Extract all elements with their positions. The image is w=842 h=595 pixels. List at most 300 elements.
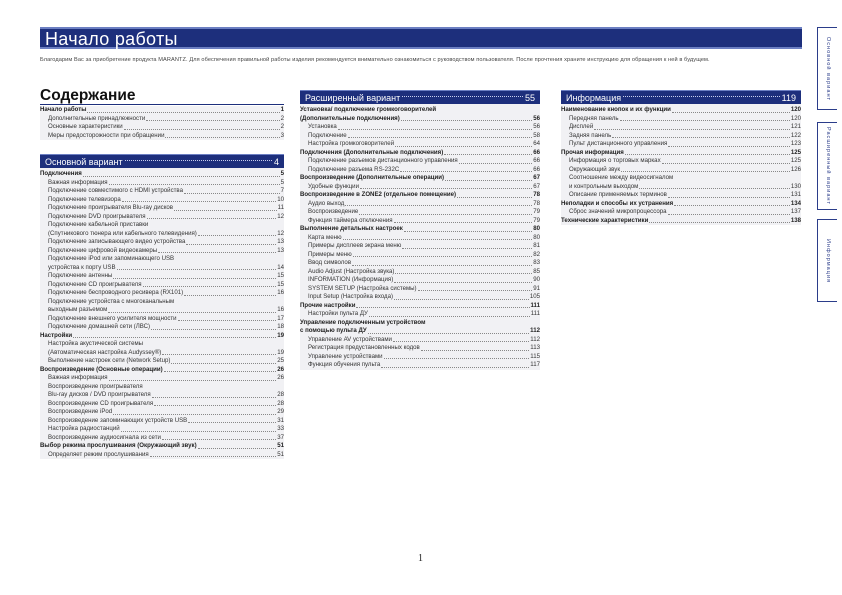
toc-entry-label: Меры предосторожности при обращении [48,131,165,139]
toc-entry-label: Подключение записывающего видео устройства [48,238,186,245]
toc-entry[interactable] [40,196,284,205]
toc-entry-label: Карта меню [308,233,342,241]
toc-entry[interactable] [40,451,284,460]
side-tab-basic-label: Основной вариант [824,36,831,101]
toc-entry[interactable] [300,208,540,217]
toc-entry-label: Подключение беспроводного ресивера (RX101) [48,289,184,296]
toc-column-basic [40,106,284,459]
toc-entry[interactable] [300,106,540,115]
toc-entry[interactable] [300,353,540,362]
toc-entry[interactable] [40,442,284,451]
leader-dots [121,431,277,432]
toc-entry[interactable] [40,383,284,392]
leader-dots [174,210,277,211]
toc-entry[interactable] [300,234,540,243]
toc-entry-page: 130 [790,182,801,190]
toc-entry[interactable] [561,217,801,226]
toc-entry[interactable] [561,123,801,132]
toc-entry-page: 3 [280,131,284,139]
toc-entry[interactable] [300,336,540,345]
leader-dots [668,197,790,198]
toc-entry-page: 67 [533,182,540,190]
toc-entry-label: Функция обучения пульта [308,361,381,368]
leader-dots [162,439,276,440]
toc-entry-label: Подключения (Дополнительные подключения) [300,148,444,156]
toc-entry-label: Воспроизведение запоминающих устройств USB [48,416,188,424]
toc-entry[interactable] [40,272,284,281]
toc-entry-page: 111 [530,310,540,317]
toc-entry-page: 80 [533,233,540,241]
toc-entry-label: Прочая информация [561,148,624,156]
toc-entry[interactable] [561,140,801,149]
leader-dots [401,120,532,121]
toc-entry-page: 91 [533,284,540,292]
toc-entry-page: 81 [533,242,540,249]
toc-entry-label: Выполнение детальных настроек [300,225,403,232]
toc-entry-page: 66 [533,148,540,156]
toc-entry-page: 125 [790,157,801,164]
toc-entry-label: Неполадки и способы их устранения [561,199,674,207]
toc-entry-label: Настройка акустической системы [48,340,144,347]
toc-entry-label: INFORMATION (Информация) [308,276,394,283]
toc-entry-page: 13 [277,246,284,254]
toc-entry-label: Описание применяемых терминов [569,191,667,198]
toc-entry[interactable] [300,157,540,166]
toc-entry-label: Подключение совместимого с HDMI устройства [48,187,183,194]
toc-entry-page: 28 [277,399,284,407]
toc-entry-page: 123 [790,140,801,147]
leader-dots [369,316,530,317]
toc-entry-page: 12 [277,212,284,220]
leader-dots [400,171,532,172]
leader-dots [620,120,790,121]
toc-entry-label: Пульт дистанционного управления [569,140,668,147]
advanced-section-header[interactable] [300,90,540,104]
toc-entry-page: 33 [277,425,284,432]
toc-entry[interactable] [40,315,284,324]
toc-entry-label: SYSTEM SETUP (Настройка системы) [308,284,417,292]
toc-entry-label: Подключение [308,131,347,139]
toc-entry[interactable] [40,349,284,358]
toc-entry[interactable] [561,106,801,115]
leader-dots [87,112,279,113]
leader-dots [623,96,780,97]
toc-entry[interactable] [300,319,540,328]
leader-dots [186,244,276,245]
leader-dots [418,290,533,291]
toc-entry[interactable] [300,225,540,234]
advanced-header-page: 55 [524,92,535,103]
toc-entry-page: 105 [529,293,540,300]
toc-entry-label: Установка [308,123,337,130]
toc-entry-label: Управление AV устройствами [308,335,392,343]
leader-dots [394,299,529,300]
side-tab-basic[interactable] [817,27,837,110]
toc-entry-label: Воспроизведение (Дополнительные операции) [300,174,444,181]
toc-entry-label: Настройки [40,331,73,339]
toc-entry[interactable] [40,106,284,115]
leader-dots [359,214,532,215]
toc-column-info [561,90,801,225]
leader-dots [345,205,532,206]
leader-dots [672,112,790,113]
toc-entry[interactable] [40,408,284,417]
toc-entry[interactable] [300,268,540,277]
advanced-header-label: Расширенный вариант [305,92,401,103]
toc-entry-page: 2 [280,123,284,130]
toc-entry[interactable] [300,251,540,260]
toc-entry-page: 56 [533,123,540,130]
toc-entry-label: Сброс значений микропроцессора [569,208,667,215]
leader-dots [147,218,277,219]
toc-entry-label: Определяет режим прослушивания [48,450,149,458]
toc-entry-page: 19 [277,348,284,356]
leader-dots [402,96,523,97]
toc-entry-page: 131 [790,191,801,198]
toc-entry[interactable] [40,187,284,196]
toc-entry-label: Подключение DVD проигрывателя [48,212,146,220]
leader-dots [122,201,276,202]
toc-entry[interactable] [300,123,540,132]
toc-entry[interactable] [40,425,284,434]
toc-entry-label: (Дополнительные подключения) [300,114,400,122]
toc-entry[interactable] [300,344,540,353]
side-tab-advanced[interactable] [817,122,837,210]
leader-dots [143,286,277,287]
toc-entry-label: Удобные функции [308,182,359,190]
toc-entry[interactable] [561,183,801,192]
toc-entry[interactable] [40,204,284,213]
toc-entry[interactable] [561,191,801,200]
toc-entry-page: 2 [280,114,284,122]
leader-dots [649,222,789,223]
toc-entry-page: 90 [533,276,540,283]
toc-entry-label: Прочие настройки [300,301,356,309]
toc-entry-label: Передняя панель [569,114,619,122]
leader-dots [674,205,790,206]
toc-entry-page: 12 [277,229,284,237]
toc-entry-label: Управление устройствами [308,352,383,360]
toc-entry[interactable] [40,434,284,443]
toc-entry-page: 85 [533,267,540,275]
leader-dots [402,248,532,249]
basic-section-header[interactable] [40,154,284,168]
toc-entry-label: Ввод символов [308,259,352,266]
toc-entry-page: 134 [790,199,801,207]
toc-entry-page: 78 [533,199,540,207]
leader-dots [394,282,532,283]
toc-entry[interactable] [40,374,284,383]
leader-dots [395,146,532,147]
toc-entry-page: 111 [530,301,540,309]
toc-entry-page: 112 [530,327,540,334]
toc-entry-page: 121 [790,123,801,130]
toc-entry[interactable] [40,417,284,426]
toc-column-advanced [300,90,540,370]
toc-entry[interactable] [40,298,284,307]
toc-entry-page: 66 [533,165,540,173]
toc-entry[interactable] [40,170,284,179]
toc-entry[interactable] [40,306,284,315]
leader-dots [457,197,532,198]
toc-entry[interactable] [40,179,284,188]
toc-entry-label: и контрольным выходом [569,182,639,190]
leader-dots [621,171,790,172]
toc-title: Содержание [40,87,136,104]
toc-entry[interactable] [40,400,284,409]
toc-entry-label: Воспроизведение iPod [48,408,113,415]
toc-entry[interactable] [40,221,284,230]
leader-dots [73,337,276,338]
leader-dots [165,137,279,138]
info-header-page: 119 [781,92,796,103]
page-number: 1 [418,553,423,564]
leader-dots [198,448,277,449]
toc-entry-label: Дисплей [569,123,594,130]
toc-entry[interactable] [40,332,284,341]
toc-entry-page: 25 [277,357,284,364]
toc-entry[interactable] [40,340,284,349]
leader-dots [150,456,277,457]
toc-entry[interactable] [40,357,284,366]
toc-entry-page: 58 [533,131,540,139]
page-title-banner [40,27,802,49]
toc-entry[interactable] [300,132,540,141]
leader-dots [108,312,276,313]
toc-entry-page: 51 [277,450,284,458]
toc-entry-page: 66 [533,157,540,164]
toc-entry-label: Input Setup (Настройка входа) [308,293,394,300]
toc-entry-label: Воспроизведение [308,208,359,215]
toc-entry-label: Подключение разъема RS-232C [308,165,400,173]
toc-entry[interactable] [40,289,284,298]
toc-entry-label: Основные характеристики [48,123,123,130]
side-tab-info[interactable] [817,219,837,302]
leader-dots [404,231,532,232]
toc-entry-page: 112 [530,335,540,343]
toc-entry[interactable] [40,281,284,290]
toc-entry-label: Технические характеристики [561,216,649,224]
toc-entry-page: 115 [530,352,540,360]
leader-dots [158,252,276,253]
toc-entry-label: (Спутникового тюнера или кабельного телевидения) [48,229,197,237]
toc-entry-label: Важная информация [48,178,108,186]
side-tab-info-label: Информация [824,238,831,283]
toc-entry-label: Подключение разъемов дистанционного управления [308,157,458,164]
toc-entry[interactable] [561,166,801,175]
leader-dots [151,329,276,330]
toc-entry-label: Настройка радиостанций [48,425,120,432]
leader-dots [368,333,529,334]
toc-entry-page: 29 [277,408,284,415]
toc-entry[interactable] [40,391,284,400]
info-header-label: Информация [566,92,622,103]
toc-entry-page: 7 [280,187,284,194]
toc-entry-page: 15 [277,272,284,279]
basic-header-page: 4 [273,156,279,167]
leader-dots [384,358,530,359]
start-section [40,106,284,140]
toc-entry-label: Подключения [40,170,82,177]
toc-entry-label: Регистрация предустановленных кодов [308,344,420,351]
leader-dots [459,163,533,164]
info-section-header[interactable] [561,90,801,104]
toc-entry[interactable] [40,213,284,222]
leader-dots [178,320,277,321]
leader-dots [113,278,276,279]
toc-entry[interactable] [300,149,540,158]
toc-entry-label: Audio Adjust (Настройка звука) [308,267,395,275]
info-section-list [561,104,801,225]
toc-entry-label: Выполнение настроек сети (Network Setup) [48,357,171,364]
toc-entry[interactable] [300,327,540,336]
toc-entry[interactable] [40,115,284,124]
toc-entry-page: 78 [533,191,540,198]
toc-entry-label: Воспроизведение в ZONE2 (отдельное помещение) [300,191,457,198]
leader-dots [668,146,790,147]
toc-entry[interactable] [40,247,284,256]
toc-entry[interactable] [300,217,540,226]
page-title: Начало работы [45,29,178,49]
toc-entry-page: 15 [277,280,284,288]
toc-entry[interactable] [561,149,801,158]
toc-entry-page: 113 [530,344,540,351]
leader-dots [445,180,532,181]
toc-entry[interactable] [561,157,801,166]
toc-entry-page: 64 [533,140,540,147]
basic-header-label: Основной вариант [45,156,123,167]
toc-entry-page: 56 [533,114,540,122]
leader-dots [124,129,280,130]
toc-entry-label: Окружающий звук [569,165,621,173]
toc-entry[interactable] [300,242,540,251]
toc-entry-label: Blu-ray дисков / DVD проигрывателя [48,391,151,398]
toc-entry-page: 13 [277,238,284,245]
leader-dots [348,137,533,138]
toc-entry-label: Выбор режима прослушивания (Окружающий звук) [40,442,197,449]
toc-entry-page: 18 [277,323,284,330]
leader-dots [154,405,276,406]
toc-entry-label: Воспроизведение (Основные операции) [40,365,163,373]
toc-entry[interactable] [300,166,540,175]
toc-entry[interactable] [300,115,540,124]
leader-dots [360,188,532,189]
toc-entry[interactable] [40,366,284,375]
toc-entry-label: Настройки пульта ДУ [308,310,368,317]
toc-entry-label: Подключение iPod или запоминающего USB [48,255,175,262]
toc-entry-page: 122 [790,131,801,139]
leader-dots [356,307,529,308]
toc-entry[interactable] [40,123,284,132]
toc-entry[interactable] [300,191,540,200]
toc-entry-label: Примеры дисплеев экрана меню [308,242,402,249]
toc-entry[interactable] [300,293,540,302]
toc-entry-page: 37 [277,433,284,441]
toc-entry-label: Важная информация [48,374,108,381]
toc-entry[interactable] [561,115,801,124]
leader-dots [668,214,790,215]
toc-entry[interactable] [40,132,284,141]
toc-entry-label: Воспроизведение CD проигрывателя [48,399,154,407]
toc-entry[interactable] [300,183,540,192]
leader-dots [594,129,790,130]
toc-entry-page: 16 [277,289,284,296]
toc-entry-label: устройства к порту USB [48,263,116,271]
leader-dots [612,137,790,138]
side-tab-advanced-label: Расширенный вариант [824,126,831,206]
leader-dots [152,397,277,398]
toc-entry-page: 11 [277,204,284,211]
toc-entry[interactable] [561,174,801,183]
toc-entry[interactable] [300,285,540,294]
leader-dots [395,273,532,274]
toc-divider [40,104,284,105]
toc-entry[interactable] [300,200,540,209]
toc-entry-label: Настройка громкоговорителей [308,140,395,147]
leader-dots [83,176,280,177]
toc-entry[interactable] [40,230,284,239]
toc-entry[interactable] [561,208,801,217]
leader-dots [146,120,279,121]
toc-entry[interactable] [300,310,540,319]
toc-entry[interactable] [561,132,801,141]
toc-entry[interactable] [300,140,540,149]
toc-entry-label: с помощью пульта ДУ [300,327,367,334]
leader-dots [109,184,280,185]
toc-entry-label: Задняя панель [569,131,612,139]
toc-entry-label: Начало работы [40,106,87,113]
toc-entry[interactable] [40,264,284,273]
toc-entry-label: Подключение антенны [48,272,113,279]
toc-entry-page: 31 [277,416,284,424]
leader-dots [188,422,276,423]
toc-entry[interactable] [40,255,284,264]
toc-entry[interactable] [40,323,284,332]
toc-entry-label: Подключение проигрывателя Blu-ray дисков [48,204,174,211]
toc-entry-label: Функция таймера отключения [308,216,393,224]
toc-entry-page: 28 [277,391,284,398]
leader-dots [117,269,277,270]
toc-entry-label: Подключение кабельной приставки [48,221,149,228]
toc-entry[interactable] [300,276,540,285]
toc-entry[interactable] [40,238,284,247]
leader-dots [109,380,277,381]
toc-entry-page: 79 [533,208,540,215]
toc-entry-label: Соотношение между видеосигналом [569,174,674,181]
toc-entry-page: 19 [277,331,284,339]
leader-dots [125,160,272,161]
toc-entry[interactable] [300,302,540,311]
toc-entry-label: Воспроизведение аудиосигнала из сети [48,433,161,441]
toc-entry-label: Информация о торговых марках [569,157,661,164]
toc-entry-label: Установка/ подключение громкоговорителей [300,106,437,113]
toc-entry-page: 117 [530,361,540,368]
leader-dots [639,188,789,189]
toc-entry[interactable] [561,200,801,209]
toc-entry-label: Наименование кнопок и их функции [561,106,671,113]
leader-dots [198,235,276,236]
toc-entry[interactable] [300,361,540,370]
toc-entry[interactable] [300,174,540,183]
toc-entry[interactable] [300,259,540,268]
basic-section-list [40,168,284,459]
leader-dots [421,350,530,351]
leader-dots [113,414,276,415]
leader-dots [162,354,276,355]
leader-dots [393,341,529,342]
toc-entry-page: 120 [790,106,801,113]
toc-entry-label: Подключение телевизора [48,195,121,203]
